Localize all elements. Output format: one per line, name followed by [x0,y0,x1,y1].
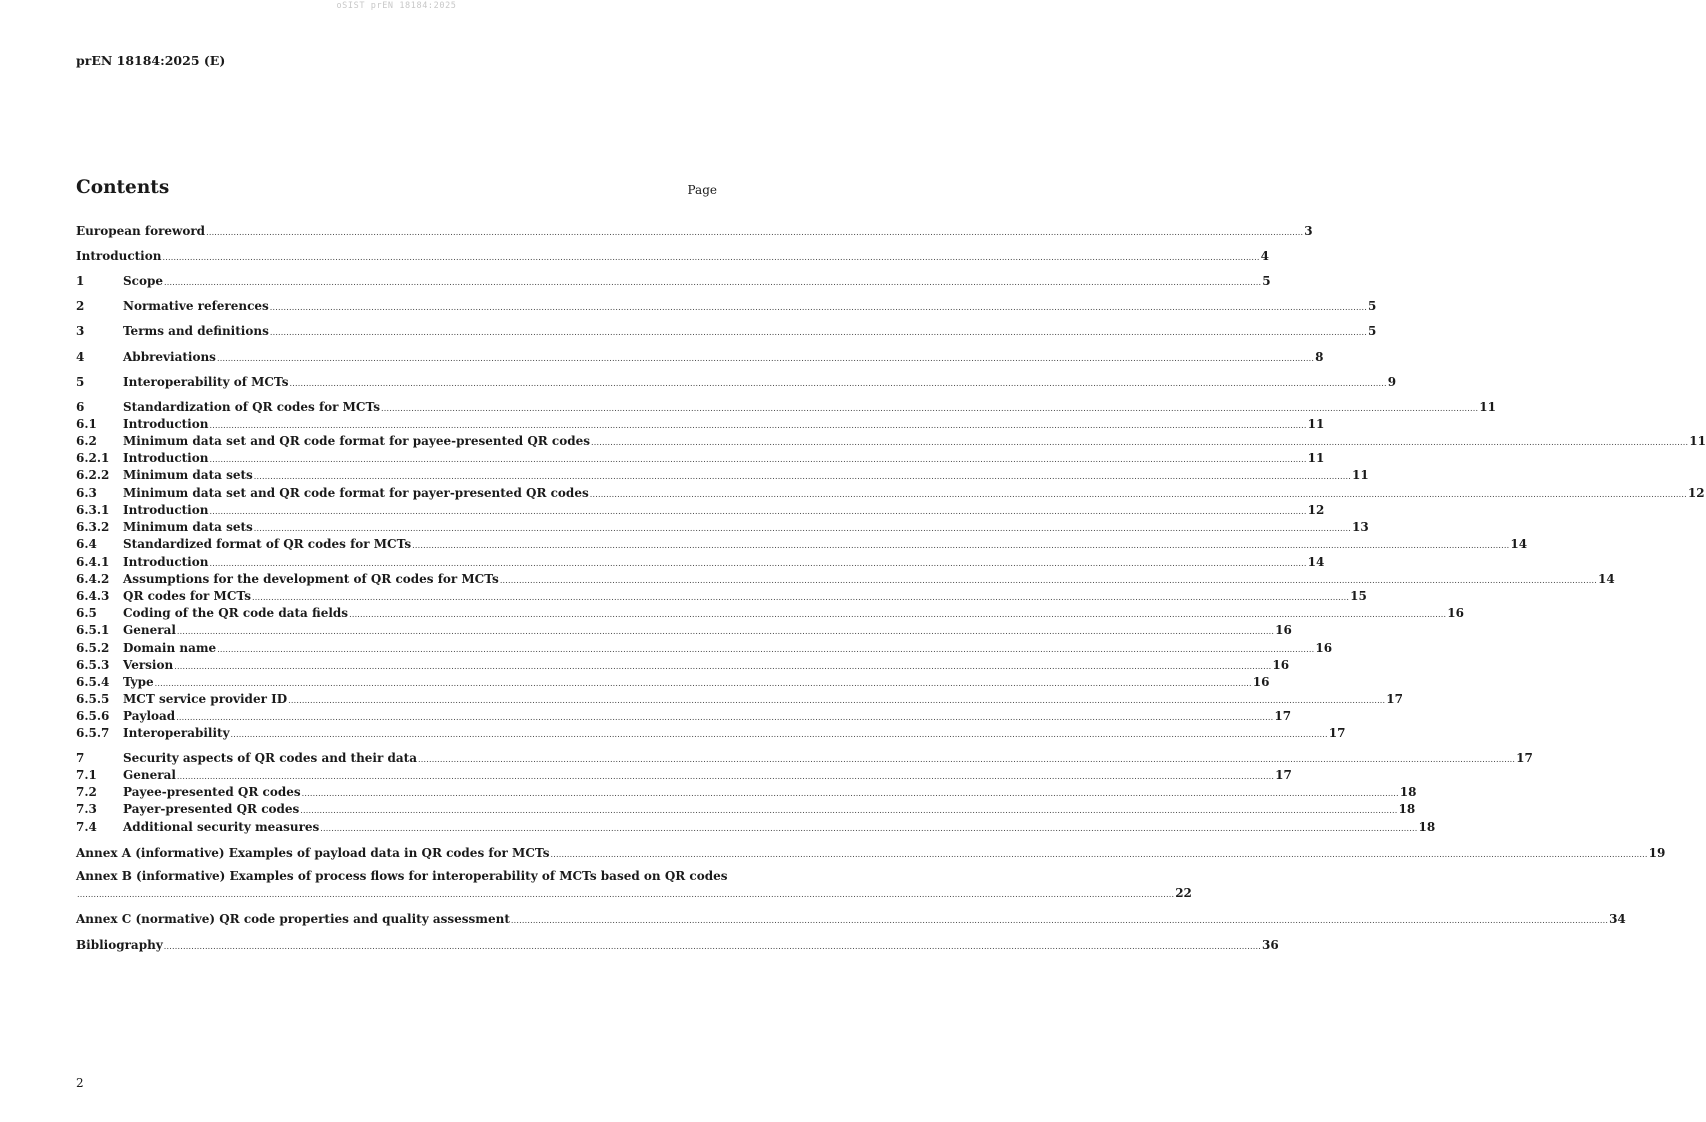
contents-title: Contents [76,177,170,198]
toc-entry-page: 14 [1598,572,1615,586]
toc-entry-title: QR codes for MCTs [123,589,251,603]
toc-entry-number: 6.2.1 [76,451,110,465]
toc-entry-title: Introduction [123,451,209,465]
toc-leader-dots: ................................................................................................................................................................................................................................................................................................................................................................................................................ [209,507,1307,516]
toc-entry-page: 14 [1307,555,1325,569]
toc-leader-dots: ................................................................................................................................................................................................................................................................................................................................................................................................................ [320,824,1418,833]
toc-entry[interactable] [76,819,1436,835]
toc-entry-page: 11 [1351,468,1369,482]
toc-entry-title: Type [123,675,154,689]
toc-entry-page: 3 [1304,224,1313,238]
toc-leader-dots: ................................................................................................................................................................................................................................................................................................................................................................................................................ [162,253,1260,262]
toc-entry[interactable] [76,657,1290,673]
toc-entry[interactable] [76,223,1313,239]
toc-leader-dots: ................................................................................................................................................................................................................................................................................................................................................................................................................ [288,696,1386,705]
toc-entry-page: 11 [1479,400,1496,414]
toc-leader-dots: ................................................................................................................................................................................................................................................................................................................................................................................................................ [510,916,1609,925]
toc-entry-title: Introduction [123,503,209,517]
toc-entry-page: 11 [1307,451,1325,465]
toc-entry-title: Coding of the QR code data fields [123,606,349,620]
toc-entry-page: 11 [1307,417,1325,431]
toc-entry-title: Minimum data sets [123,520,253,534]
toc-entry-title: Additional security measures [123,820,320,834]
toc-entry-page: 19 [1648,846,1666,860]
toc-entry-page: 9 [1387,375,1397,389]
toc-entry-page: 16 [1447,606,1464,620]
toc-entry-title: Standardized format of QR codes for MCTs [123,537,412,551]
toc-entry[interactable] [76,750,1533,766]
toc-entry-title: Standardization of QR codes for MCTs [123,400,381,414]
toc-entry-number: 6.5.7 [76,726,110,740]
toc-leader-dots: ................................................................................................................................................................................................................................................................................................................................................................................................................ [209,421,1307,430]
toc-leader-dots: ................................................................................................................................................................................................................................................................................................................................................................................................................ [499,576,1597,585]
toc-leader-dots: ................................................................................................................................................................................................................................................................................................................................................................................................................ [154,679,1252,688]
toc-entry[interactable] [76,502,1325,518]
toc-leader-dots: ................................................................................................................................................................................................................................................................................................................................................................................................................ [412,541,1510,550]
toc-entry-page: 14 [1510,537,1528,551]
toc-entry[interactable] [76,554,1325,570]
toc-entry[interactable] [76,605,1464,621]
toc-entry-number: 6.3 [76,486,97,500]
toc-leader-dots: ................................................................................................................................................................................................................................................................................................................................................................................................................ [176,772,1275,781]
toc-entry[interactable] [76,588,1367,604]
toc-entry-page: 11 [1689,434,1706,448]
toc-entry-title: Interoperability of MCTs [123,375,289,389]
toc-entry-number: 7.1 [76,768,97,782]
toc-entry[interactable] [76,433,1706,449]
toc-entry-number: 7.4 [76,820,97,834]
toc-leader-dots: ................................................................................................................................................................................................................................................................................................................................................................................................................ [251,593,1350,602]
toc-entry-number: 6.5.4 [76,675,110,689]
toc-entry-number: 7 [76,751,85,765]
toc-leader-dots: ................................................................................................................................................................................................................................................................................................................................................................................................................ [230,730,1328,739]
toc-entry-page: 18 [1398,802,1416,816]
toc-entry-number: 6.5.6 [76,709,110,723]
toc-entry-number: 6.5 [76,606,97,620]
toc-entry-continuation[interactable] [76,885,1192,901]
toc-entry-title: Security aspects of QR codes and their data [123,751,417,765]
toc-entry[interactable] [76,374,1397,390]
toc-entry-page: 16 [1315,641,1333,655]
toc-leader-dots: ................................................................................................................................................................................................................................................................................................................................................................................................................ [269,303,1367,312]
toc-entry-title: Abbreviations [123,350,216,364]
toc-entry-page: 5 [1368,324,1377,338]
toc-leader-dots: ................................................................................................................................................................................................................................................................................................................................................................................................................ [589,490,1687,499]
toc-entry[interactable] [76,784,1417,800]
toc-entry-number: 6.5.3 [76,658,110,672]
toc-entry-number: 6.5.1 [76,623,110,637]
toc-leader-dots: ................................................................................................................................................................................................................................................................................................................................................................................................................ [269,328,1368,337]
toc-entry-page: 5 [1367,299,1377,313]
toc-entry[interactable] [76,801,1416,817]
toc-entry-page: 22 [1175,886,1192,900]
toc-entry-title: Introduction [76,249,162,263]
toc-entry-number: 7.3 [76,802,97,816]
toc-leader-dots: ................................................................................................................................................................................................................................................................................................................................................................................................................ [300,806,1398,815]
toc-entry-title: General [123,623,176,637]
toc-entry[interactable] [76,571,1615,587]
toc-leader-dots: ................................................................................................................................................................................................................................................................................................................................................................................................................ [164,278,1262,287]
toc-entry[interactable] [76,937,1279,953]
toc-entry-number: 6 [76,400,85,414]
toc-entry-page: 16 [1252,675,1270,689]
toc-leader-dots: ................................................................................................................................................................................................................................................................................................................................................................................................................ [163,942,1261,951]
toc-entry-number: 6.4.2 [76,572,110,586]
toc-entry-title: Annex C (normative) QR code properties and quality assessment [76,912,510,926]
toc-entry[interactable] [76,911,1626,927]
toc-entry[interactable] [76,519,1369,535]
toc-entry-title: Normative references [123,299,269,313]
toc-entry-title: European foreword [76,224,206,238]
toc-entry[interactable] [76,399,1496,415]
toc-entry-title: Scope [123,274,164,288]
toc-entry-title: Version [123,658,174,672]
toc-entry[interactable] [76,323,1377,339]
toc-entry-title: MCT service provider ID [123,692,288,706]
toc-entry[interactable] [76,767,1292,783]
toc-entry-title: Domain name [123,641,217,655]
toc-leader-dots: ................................................................................................................................................................................................................................................................................................................................................................................................................ [349,610,1447,619]
toc-entry[interactable] [76,416,1325,432]
toc-leader-dots: ................................................................................................................................................................................................................................................................................................................................................................................................................ [253,472,1351,481]
toc-entry-title: Payer-presented QR codes [123,802,300,816]
toc-entry-title: Payload [123,709,176,723]
toc-leader-dots: ................................................................................................................................................................................................................................................................................................................................................................................................................ [209,455,1307,464]
watermark: oSIST prEN 18184:2025 [336,1,457,11]
toc-leader-dots: ................................................................................................................................................................................................................................................................................................................................................................................................................ [417,755,1516,764]
toc-entry-page: 12 [1307,503,1325,517]
toc-leader-dots: ................................................................................................................................................................................................................................................................................................................................................................................................................ [77,890,1175,899]
toc-entry-page: 17 [1275,768,1292,782]
toc-entry[interactable] [76,536,1528,552]
toc-leader-dots: ................................................................................................................................................................................................................................................................................................................................................................................................................ [289,379,1387,388]
toc-entry-title: Introduction [123,417,209,431]
toc-entry-title: Terms and definitions [123,324,269,338]
toc-leader-dots: ................................................................................................................................................................................................................................................................................................................................................................................................................ [381,404,1479,413]
toc-entry[interactable] [76,868,728,884]
toc-entry-title: Minimum data set and QR code format for payee-presented QR codes [123,434,591,448]
toc-entry[interactable] [76,674,1270,690]
toc-entry-title: Introduction [123,555,209,569]
toc-entry-page: 17 [1516,751,1533,765]
toc-leader-dots: ................................................................................................................................................................................................................................................................................................................................................................................................................ [591,438,1689,447]
toc-entry[interactable] [76,725,1346,741]
toc-entry-title: General [123,768,176,782]
toc-entry-page: 16 [1272,658,1290,672]
toc-entry-number: 6.5.5 [76,692,110,706]
toc-entry-page: 12 [1687,486,1705,500]
toc-entry-page: 16 [1275,623,1292,637]
toc-entry-number: 6.3.2 [76,520,110,534]
toc-entry[interactable] [76,467,1369,483]
toc-entry[interactable] [76,708,1292,724]
toc-entry-title: Annex B (informative) Examples of process flows for interoperability of MCTs based on QR codes [76,869,728,883]
toc-entry[interactable] [76,640,1333,656]
toc-entry-page: 18 [1418,820,1436,834]
toc-entry[interactable] [76,248,1270,264]
toc-entry-number: 2 [76,299,85,313]
toc-entry[interactable] [76,298,1377,314]
toc-leader-dots: ................................................................................................................................................................................................................................................................................................................................................................................................................ [217,645,1315,654]
toc-entry-number: 6.4.1 [76,555,110,569]
toc-entry-title: Assumptions for the development of QR codes for MCTs [123,572,499,586]
toc-entry[interactable] [76,485,1705,501]
toc-entry[interactable] [76,622,1292,638]
toc-entry[interactable] [76,450,1325,466]
toc-entry-page: 13 [1351,520,1369,534]
toc-entry-number: 6.3.1 [76,503,110,517]
toc-entry-title: Minimum data sets [123,468,253,482]
toc-entry-page: 5 [1262,274,1271,288]
toc-leader-dots: ................................................................................................................................................................................................................................................................................................................................................................................................................ [176,627,1275,636]
toc-entry-page: 36 [1261,938,1279,952]
toc-leader-dots: ................................................................................................................................................................................................................................................................................................................................................................................................................ [209,559,1307,568]
toc-entry-title: Minimum data set and QR code format for payer-presented QR codes [123,486,589,500]
toc-entry-page: 17 [1328,726,1346,740]
toc-leader-dots: ................................................................................................................................................................................................................................................................................................................................................................................................................ [176,713,1274,722]
toc-entry-number: 6.5.2 [76,641,110,655]
toc-leader-dots: ................................................................................................................................................................................................................................................................................................................................................................................................................ [216,354,1315,363]
toc-entry-number: 6.4.3 [76,589,110,603]
toc-entry-number: 6.1 [76,417,97,431]
toc-entry-number: 6.2.2 [76,468,110,482]
page-number: 2 [76,1076,84,1090]
toc-entry-page: 8 [1315,350,1324,364]
toc-entry-page: 15 [1350,589,1367,603]
toc-leader-dots: ................................................................................................................................................................................................................................................................................................................................................................................................................ [174,662,1272,671]
toc-entry[interactable] [76,691,1403,707]
toc-entry-title: Interoperability [123,726,230,740]
toc-entry-number: 6.4 [76,537,97,551]
toc-entry-title: Annex A (informative) Examples of payload data in QR codes for MCTs [76,846,550,860]
toc-entry-page: 34 [1609,912,1626,926]
toc-entry[interactable] [76,845,1666,861]
toc-entry-title: Payee-presented QR codes [123,785,301,799]
toc-entry[interactable] [76,273,1271,289]
toc-entry-number: 5 [76,375,85,389]
toc-entry-number: 4 [76,350,85,364]
document-id: prEN 18184:2025 (E) [76,53,226,68]
toc-entry[interactable] [76,349,1324,365]
toc-leader-dots: ................................................................................................................................................................................................................................................................................................................................................................................................................ [206,228,1304,237]
toc-leader-dots: ................................................................................................................................................................................................................................................................................................................................................................................................................ [253,524,1351,533]
toc-entry-number: 6.2 [76,434,97,448]
toc-entry-number: 3 [76,324,85,338]
toc-entry-page: 18 [1399,785,1417,799]
toc-entry-page: 4 [1260,249,1270,263]
toc-leader-dots: ................................................................................................................................................................................................................................................................................................................................................................................................................ [550,850,1648,859]
toc-entry-page: 17 [1386,692,1403,706]
toc-entry-page: 17 [1274,709,1292,723]
page-column-label: Page [687,183,717,197]
toc-leader-dots: ................................................................................................................................................................................................................................................................................................................................................................................................................ [301,789,1399,798]
toc-entry-title: Bibliography [76,938,163,952]
toc-entry-number: 1 [76,274,85,288]
toc-entry-number: 7.2 [76,785,97,799]
